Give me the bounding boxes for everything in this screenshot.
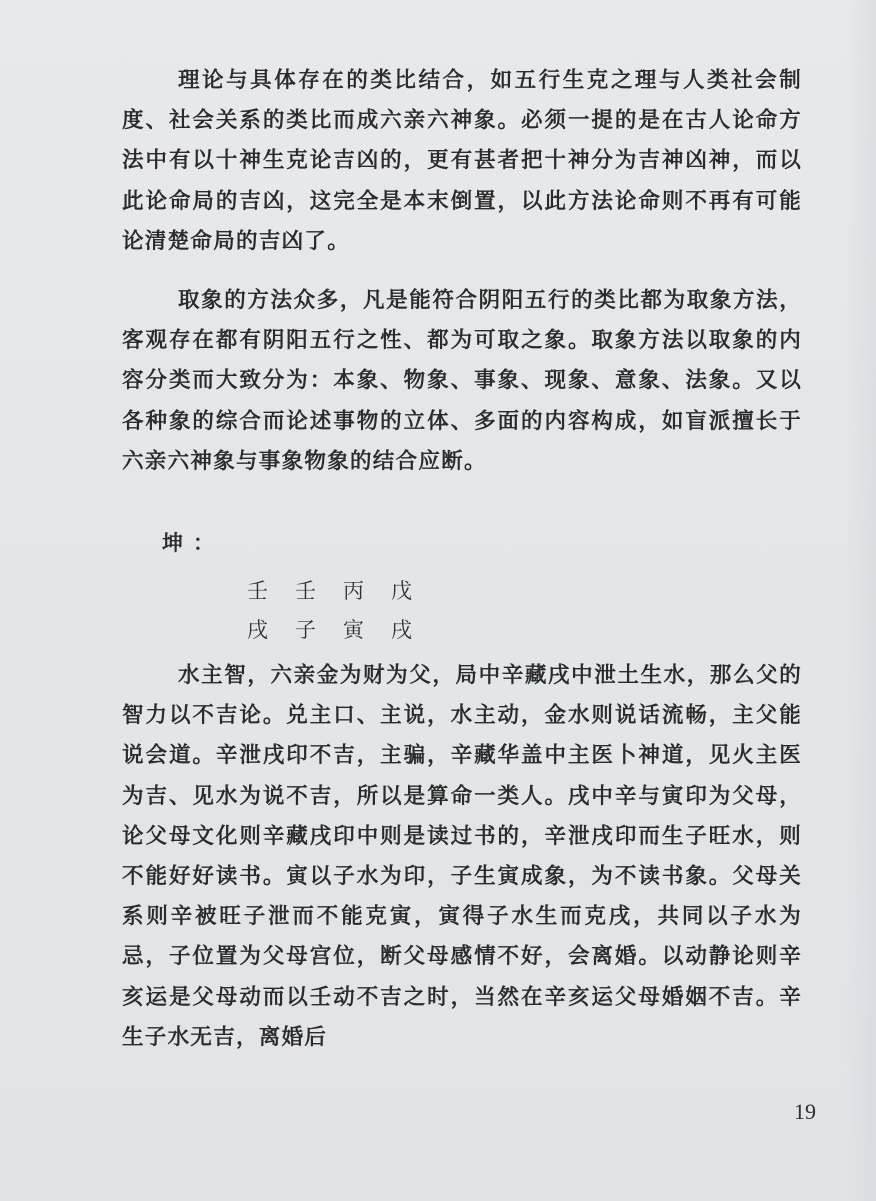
page-number: 19: [794, 1099, 816, 1124]
paragraph-text: 水主智，六亲金为财为父，局中辛藏戌中泄土生水，那么父的智力以不吉论。兑主口、主说，水主动，金水则说话流畅，主父能说会道。辛泄戌印不吉，主骗，辛藏华盖中主医卜神道，见火主医为吉、见水为说不吉，所以是算命一类人。戌中辛与寅印为父母，论父母文化则辛藏戌印中则是读过书的，辛泄戌印而生子旺水，则不能好好读书。寅以子水为印，子生寅成象，为不读书象。父母关系则辛被旺子泄而不能克寅，寅得子水生而克戌，共同以子水为忌，子位置为父母宫位，断父母感情不好，会离婚。以动静论则辛亥运是父母动而以壬动不吉之时，当然在辛亥运父母婚姻不吉。辛生子水无吉，离婚后: [122, 663, 802, 1050]
stem-day: 丙: [343, 579, 364, 603]
chart-gender-label: 坤：: [162, 530, 224, 555]
branch-year: 戌: [247, 618, 268, 642]
stem-year: 壬: [247, 579, 268, 603]
heavenly-stems-row: [247, 575, 439, 605]
paragraph-image-methods: [122, 281, 802, 482]
page-edge-shadow: [846, 0, 876, 1201]
paragraph-chart-analysis: [122, 656, 802, 1058]
earthly-branches-row: [247, 614, 439, 644]
paragraph-text: 理论与具体存在的类比结合，如五行生克之理与人类社会制度、社会关系的类比而成六亲六神象。必须一提的是在古人论命方法中有以十神生克论吉凶的，更有甚者把十神分为吉神凶神，而以此论命局的吉凶，这完全是本末倒置，以此方法论命则不再有可能论清楚命局的吉凶了。: [122, 68, 802, 254]
stem-month: 壬: [295, 579, 316, 603]
paragraph-analogy-theory: [122, 61, 802, 262]
branch-day: 寅: [343, 618, 364, 642]
paragraph-text: 取象的方法众多，凡是能符合阴阳五行的类比都为取象方法，客观存在都有阴阳五行之性、都为可取之象。取象方法以取象的内容分类而大致分为：本象、物象、事象、现象、意象、法象。又以各种象的综合而论述事物的立体、多面的内容构成，如盲派擅长于六亲六神象与事象物象的结合应断。: [122, 288, 802, 474]
branch-hour: 戌: [391, 618, 412, 642]
stem-hour: 戊: [391, 579, 412, 603]
branch-month: 子: [295, 618, 316, 642]
